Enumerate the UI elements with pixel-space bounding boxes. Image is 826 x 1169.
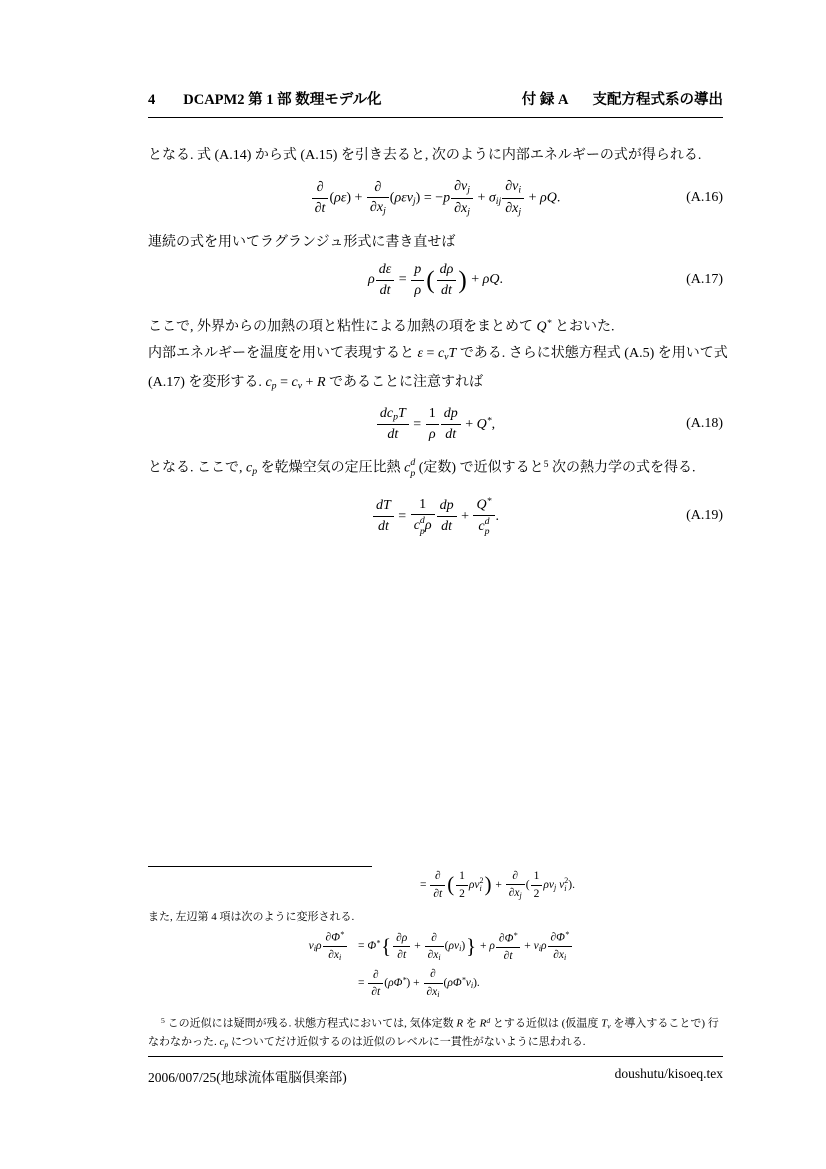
paragraph-intro: となる. 式 (A.14) から式 (A.15) を引き去ると, 次のように内部エネルギーの式が得られる. <box>148 148 702 163</box>
equation-a17 <box>148 261 723 299</box>
footnote-5-line2: なわなかった. cp についてだけ近似するのは近似のレベルに一貫性がないように思われる. <box>148 1036 586 1050</box>
equation-a18-body: $\frac{\text{dcpT}}{dt}$ = $\frac{1}{\rho}$ $\frac{dp}{dt}$ + Q*, <box>376 405 495 444</box>
footnote-equation-rhs: = $\frac{\partial}{\partial t}$ (ρΦ*) + $\frac{\partial}{\partial xi}$ (ρΦ*vi). <box>358 968 480 999</box>
header-left-title: DCAPM2 第 1 部 数理モデル化 <box>183 92 382 108</box>
equation-a19 <box>148 496 723 537</box>
page-number: 4 <box>148 92 156 108</box>
equation-a17-body: ρ $\frac{d\varepsilon}{dt}$ = $\frac{p}{\rho}$ ( $\frac{d\rho}{dt}$ ) + ρQ. <box>368 262 503 298</box>
equation-a16-tag: (A.16) <box>686 190 723 206</box>
equation-a18-tag: (A.18) <box>686 416 723 432</box>
paragraph-lagrange: 連続の式を用いてラグランジュ形式に書き直せば <box>148 235 456 251</box>
equation-a17-tag: (A.17) <box>686 272 723 288</box>
footnote-continued-equation: = $\frac{\partial}{\partial t}$ ( $\frac{1}{2}$ ρv 2 i ) + $\frac{\partial}{\partial xj}$ ( $\frac{1}{2}$ ρvj v 2 i ). <box>420 870 575 901</box>
footer-date-credit: 2006/007/25(地球流体電脳倶楽部) <box>148 1070 347 1085</box>
footnote-note-text: また, 左辺第 4 項は次のように変形される. <box>148 911 355 924</box>
equation-a19-body: $\frac{dT}{dt}$ = 1 c d p ρ $\frac{dp}{dt}$ + Q* c d p . <box>372 496 499 537</box>
footnote-equation-lhs <box>233 965 348 1001</box>
equation-a18 <box>148 405 723 444</box>
header-appendix-label: 付 録 A <box>521 92 569 108</box>
footnote-rule <box>148 866 372 867</box>
header-right-title: 支配方程式系の導出 <box>592 92 723 108</box>
footnote-aligned-equation <box>233 928 573 1001</box>
equation-a16-body: $\frac{\partial}{\partial t}$ (ρε) + $\frac{\partial}{\partial xj}$ (ρεvj) = −p $\frac{\partial vj}{\partial xj}$ + σij $\frac{\partial vi}{\partial xj}$ + ρQ. <box>311 178 561 218</box>
footnote-equation-lhs: viρ $\frac{\partial\Phi^*}{\partial xi}$ <box>233 928 348 965</box>
paragraph-dry-air: となる. ここで, cp を乾燥空気の定圧比熱 c d p (定数) で近似すると$^5$ 次の熱力学の式を得る. <box>148 457 696 479</box>
footnote-5-line1: $^5$ この近似には疑問が残る. 状態方程式においては, 気体定数 R を $R^d$ とする近似は (仮温度 Tv を導入することで) 行 <box>161 1015 719 1031</box>
footnote-area <box>148 866 723 1053</box>
footnote-equation-row <box>233 928 573 965</box>
page-footer <box>148 1056 723 1086</box>
paragraph-cp-note: (A.17) を変形する. cp = cv + R であることに注意すれば <box>148 375 484 392</box>
footnote-equation-row <box>233 965 573 1001</box>
page-header <box>148 88 723 118</box>
paragraph-qstar: ここで, 外界からの加熱の項と粘性による加熱の項をまとめて Q* とおいた. <box>148 318 615 335</box>
footnote-equation-rhs: = Φ*{ $\frac{\partial\rho}{\partial t}$ + $\frac{\partial}{\partial xi}$ (ρvi)} + ρ $\frac{\partial\Phi^*}{\partial t}$ + viρ $\frac{\partial\Phi^*}{\partial xi}$ <box>348 928 573 965</box>
footer-filename: doushutu/kisoeq.tex <box>614 1066 723 1081</box>
text-column <box>148 88 728 537</box>
paragraph-internal-energy: 内部エネルギーを温度を用いて表現すると ε = cvT である. さらに状態方程式 (A.5) を用いて式 <box>148 345 728 363</box>
equation-a16 <box>148 178 723 218</box>
equation-a19-tag: (A.19) <box>686 508 723 524</box>
